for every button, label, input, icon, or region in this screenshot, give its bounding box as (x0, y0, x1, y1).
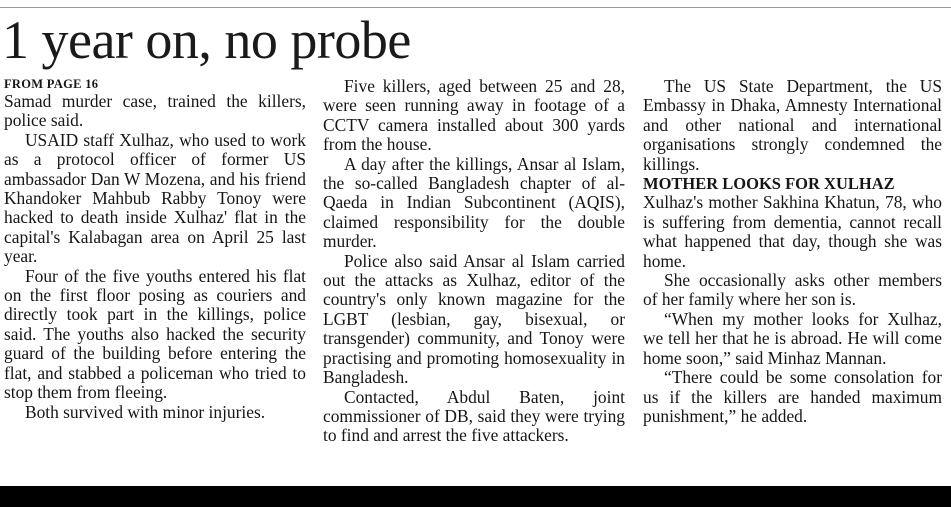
paragraph: Both survived with minor injuries. (25, 401, 266, 422)
article-column-3 (643, 77, 942, 426)
article-column-2 (323, 77, 625, 446)
paragraph: The US State Department, the US Embassy in Dhaka, Amnesty International and other national and international organisations strongly condemned the killings. (643, 76, 942, 174)
paragraph: Samad murder case, trained the killers, police said. (4, 91, 306, 131)
headline: 1 year on, no probe (2, 10, 411, 70)
paragraph: “When my mother looks for Xulhaz, we tell her that he is abroad. He will come home soon,” said Minhaz Mannan. (643, 308, 942, 368)
paragraph: Xulhaz's mother Sakhina Khatun, 78, who is suffering from dementia, cannot recall what happened that day, though she was home. (643, 192, 942, 271)
paragraph: USAID staff Xulhaz, who used to work as a protocol officer of former US ambassador Dan W Mozena, and his friend Khandoker Mahbub Rabby Tonoy were hacked to death inside Xulhaz' flat in the capital's Kalabagan area on April 25 last year. (4, 129, 306, 267)
paragraph: Five killers, aged between 25 and 28, were seen running away in footage of a CCTV camera installed about 300 yards from the house. (323, 76, 625, 155)
subheading: MOTHER LOOKS FOR XULHAZ (643, 174, 895, 194)
article-column-1 (4, 77, 306, 422)
paragraph: Police also said Ansar al Islam carried out the attacks as Xulhaz, editor of the country's only known magazine for the LGBT (lesbian, gay, bisexual, or transgender) community, and Tonoy were practising and promoting homosexuality in Bangladesh. (323, 250, 625, 388)
paragraph: Contacted, Abdul Baten, joint commissioner of DB, said they were trying to find and arrest the five attackers. (323, 386, 625, 446)
top-rule (0, 7, 951, 8)
paragraph: A day after the killings, Ansar al Islam, the so-called Bangladesh chapter of al-Qaeda in Indian Subcontinent (AQIS), claimed responsibility for the double murder. (323, 153, 625, 252)
paragraph: Four of the five youths entered his flat on the first floor posing as couriers and directly took part in the killings, police said. The youths also hacked the security guard of the building before entering the flat, and stabbed a policeman who tried to stop them from fleeing. (4, 265, 306, 403)
paragraph: She occasionally asks other members of her family where her son is. (643, 270, 942, 310)
paragraph: “There could be some consolation for us if the killers are handed maximum punishment,” he added. (643, 367, 942, 426)
jump-line: FROM PAGE 16 (4, 77, 99, 91)
bottom-black-band (0, 486, 951, 507)
